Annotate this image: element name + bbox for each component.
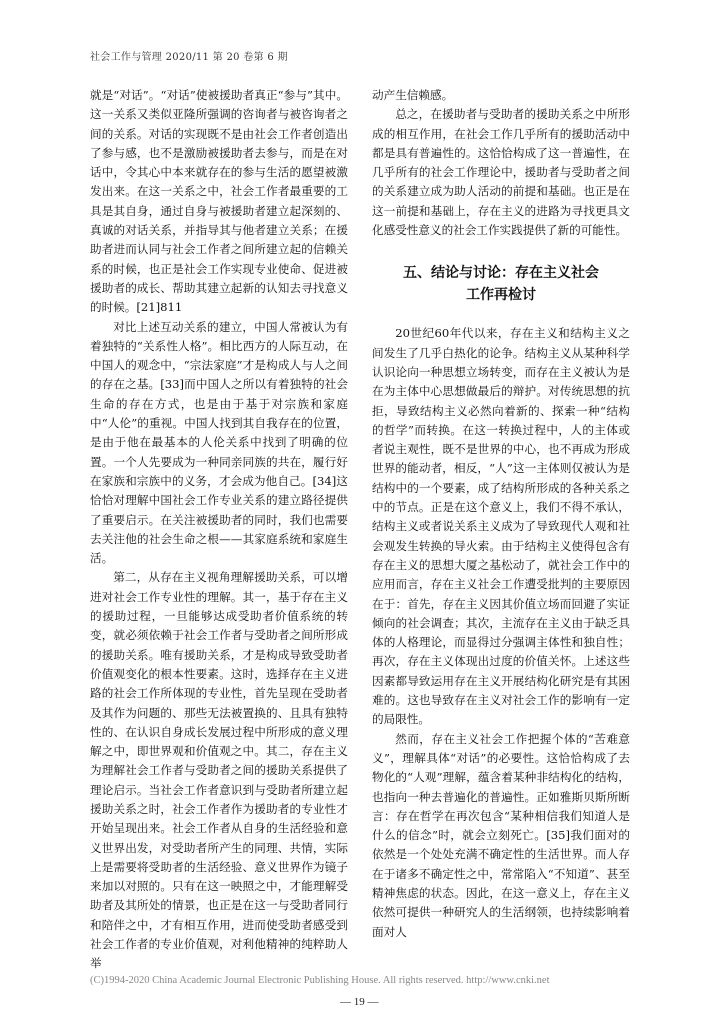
paragraph: 20世纪60年代以来，存在主义和结构主义之间发生了几乎白热化的论争。结构主义从某种科学认识论向一种思想立场转变，而存在主义被认为是在为主体中心思想做最后的辩护。对传统思想的抗拒，导致结构主义必然向着新的、探索一种“结构的哲学”而转换。在这一转换过程中，人的主体或者说主观性，既不是世界的中心，也不再成为形成世界的能动者，相反，“人”这一主体则仅被认为是结构中的一个要素，成了结构所形成的各种关系之中的节点。正是在这个意义上，我们不得不承认，结构主义或者说关系主义成为了导致现代人观和社会观发生转换的导火索。由于结构主义使得包含有存在主义的思想大厦之基松动了，就社会工作中的应用而言，存在主义社会工作遭受批判的主要原因在于：首先，存在主义因其价值立场而回避了实证倾向的社会调查；其次，主流存在主义由于缺乏具体的人格理论，而显得过分强调主体性和独自性；再次，存在主义体现出过度的价值关怀。上述这些因素都导致运用存在主义开展结构化研究是有其困难的。这也导致存在主义对社会工作的影响有一定的局限性。 (372, 326, 630, 727)
paragraph: 然而，存在主义社会工作把握个体的“苦难意义”，理解具体“对话”的必要性。这恰恰构成了去物化的“人观”理解，蕴含着某种非结构化的结构，也指向一种去普遍化的普遍性。正如雅斯贝斯所断言：存在哲学在再次包含“某种相信我们知道人是什么的信念”时，就会立刻死亡。[35]我们面对的依然是一个处处充满不确定性的生活世界。而人存在于诸多不确定性之中，常常陷入“不知道”、甚至精神焦虑的状态。因此，在这一意义上，存在主义依然可提供一种研究人的生活纲领，也持续影响着面对人 (372, 731, 630, 939)
paragraph: 动产生信赖感。 (372, 88, 454, 102)
journal-header: 社会工作与管理 2020/11 第 20 卷第 6 期 (90, 52, 288, 63)
paragraph: 第二，从存在主义视角理解援助关系，可以增进对社会工作专业性的理解。其一，基于存在主义的援助过程，一旦能够达成受助者价值系统的转变，就必须依赖于社会工作者与受助者之间所形成的援助关系。唯有援助关系，才是构成导致受助者价值观变化的根本性要素。这时，选择存在主义进路的社会工作所体现的专业性，首先呈现在受助者及其作为问题的、那些无法被置换的、且具有独特性的、在认识自身成长发展过程中所形成的意义理解之中，即世界观和价值观之中。其二，存在主义为理解社会工作者与受助者之间的援助关系提供了理论启示。当社会工作者意识到与受助者所建立起援助关系之时，社会工作者作为援助者的专业性才开始呈现出来。社会工作者从自身的生活经验和意义世界出发，对受助者所产生的同理、共情，实际上是需要将受助者的生活经验、意义世界作为镜子来加以对照的。只有在这一映照之中，才能理解受助者及其所处的情景，也正是在这一与受助者同行和陪伴之中，才有相互作用，进而使受助者感受到社会工作者的专业价值观，对利他精神的纯粹助人举 (90, 570, 348, 971)
left-column (90, 86, 348, 974)
section-heading (372, 262, 630, 306)
section-heading-line: 工作再检讨 (466, 287, 536, 304)
paragraph: 就是“对话”。“对话”使被援助者真正“参与”其中。这一关系又类似亚隆所强调的咨询者与被咨询者之间的关系。对话的实现既不是由社会工作者创造出了参与感，也不是激励被援助者去参与，而是在对话中，令其心中本来就存在的参与生活的愿望被激发出来。在这一关系之中，社会工作者最重要的工具是其自身，通过自身与被援助者建立起深刻的、真诚的对话关系，并指导其与他者建立关系；在援助者进而认同与社会工作者之间所建立起的信赖关系的时候，也正是社会工作实现专业使命、促进被援助者的成长、帮助其建立起新的认知去寻找意义的时候。[21]811 (90, 88, 348, 315)
section-heading-line: 五、结论与讨论：存在主义社会 (403, 265, 599, 282)
paragraph: 对比上述互动关系的建立，中国人常被认为有着独特的“关系性人格”。相比西方的人际互动，在中国人的观念中，“宗法家庭”才是构成人与人之间的存在之基。[33]而中国人之所以有着独特的社会生命的存在方式，也是由于基于对宗族和家庭中“人伦”的重视。中国人找到其自我存在的位置，是由于他在最基本的人伦关系中找到了明确的位置。一个人先要成为一种同亲同族的共在，履行好在家族和宗族中的义务，才会成为他自己。[34]这恰恰对理解中国社会工作专业关系的建立路径提供了重要启示。在关注被援助者的同时，我们也需要去关注他的社会生命之根——其家庭系统和家庭生活。 (90, 319, 348, 566)
page-number: — 19 — (340, 996, 379, 1008)
copyright-footer: (C)1994-2020 China Academic Journal Electronic Publishing House. All rights reserved. http://www.cnki.net (90, 975, 550, 986)
right-column (372, 86, 630, 942)
paragraph: 总之，在援助者与受助者的援助关系之中所形成的相互作用，在社会工作几乎所有的援助活动中都是具有普遍性的。这恰恰构成了这一普遍性，在几乎所有的社会工作理论中，援助者与受助者之间的关系建立成为助人活动的前提和基础。也正是在这一前提和基础上，存在主义的进路为寻找更具文化感受性意义的社会工作实践提供了新的可能性。 (372, 107, 630, 238)
